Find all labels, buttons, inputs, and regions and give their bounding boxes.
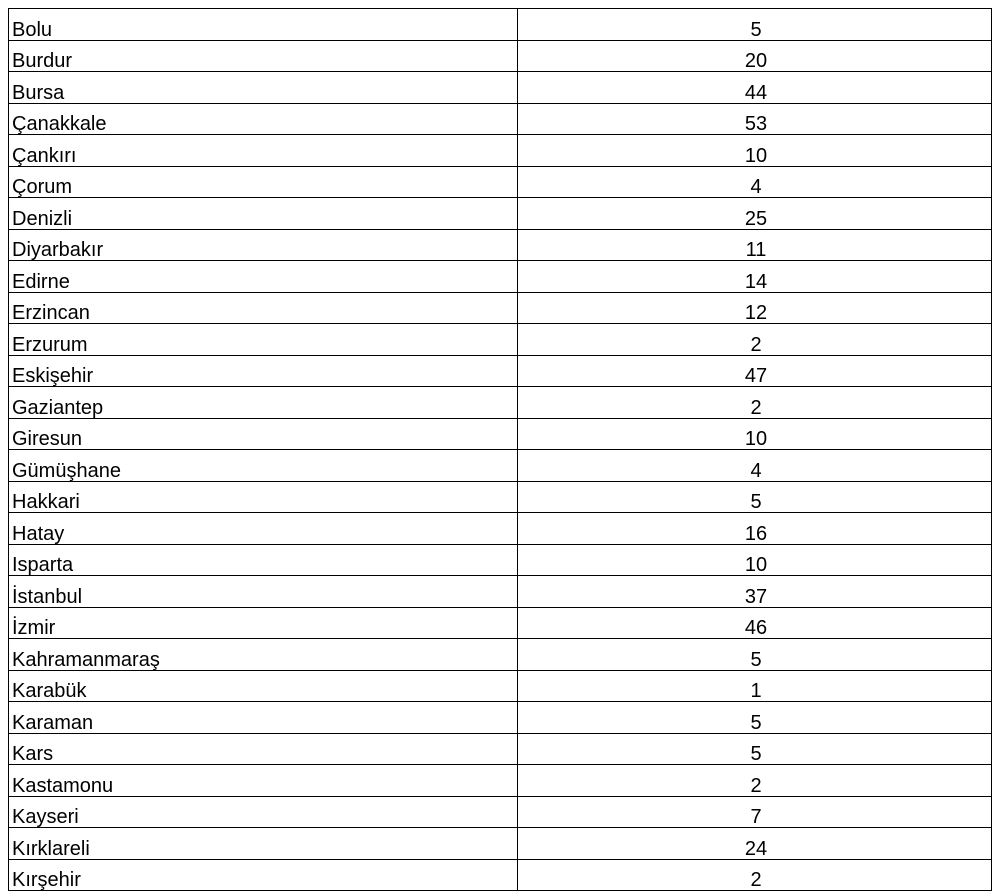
- province-name-cell: Denizli: [9, 198, 518, 230]
- province-value-cell: 7: [518, 796, 992, 828]
- table-row: [9, 481, 992, 513]
- table-row: [9, 40, 992, 72]
- province-name-cell: Bolu: [9, 9, 518, 41]
- province-name-cell: Kırklareli: [9, 828, 518, 860]
- province-name-cell: Karabük: [9, 670, 518, 702]
- province-value-cell: 10: [518, 418, 992, 450]
- province-name-cell: Giresun: [9, 418, 518, 450]
- table-row: [9, 103, 992, 135]
- table-row: [9, 135, 992, 167]
- province-value-cell: 46: [518, 607, 992, 639]
- province-name-cell: Hakkari: [9, 481, 518, 513]
- province-value-cell: 5: [518, 733, 992, 765]
- table-row: [9, 513, 992, 545]
- table-row: [9, 670, 992, 702]
- table-row: [9, 261, 992, 293]
- province-name-cell: Diyarbakır: [9, 229, 518, 261]
- province-value-cell: 1: [518, 670, 992, 702]
- province-value-cell: 11: [518, 229, 992, 261]
- province-name-cell: Burdur: [9, 40, 518, 72]
- province-value-cell: 4: [518, 450, 992, 482]
- table-row: [9, 198, 992, 230]
- province-value-cell: 2: [518, 765, 992, 797]
- province-name-cell: İzmir: [9, 607, 518, 639]
- province-name-cell: Hatay: [9, 513, 518, 545]
- table-row: [9, 166, 992, 198]
- table-row: [9, 828, 992, 860]
- province-name-cell: Bursa: [9, 72, 518, 104]
- province-value-cell: 2: [518, 324, 992, 356]
- table-row: [9, 355, 992, 387]
- province-name-cell: Gümüşhane: [9, 450, 518, 482]
- province-value-cell: 47: [518, 355, 992, 387]
- table-row: [9, 607, 992, 639]
- table-row: [9, 9, 992, 41]
- province-value-cell: 4: [518, 166, 992, 198]
- province-name-cell: Çanakkale: [9, 103, 518, 135]
- province-value-cell: 14: [518, 261, 992, 293]
- province-name-cell: Eskişehir: [9, 355, 518, 387]
- province-name-cell: Kayseri: [9, 796, 518, 828]
- province-name-cell: Gaziantep: [9, 387, 518, 419]
- table-row: [9, 387, 992, 419]
- table-row: [9, 324, 992, 356]
- province-name-cell: Kastamonu: [9, 765, 518, 797]
- province-value-cell: 5: [518, 481, 992, 513]
- province-value-cell: 5: [518, 639, 992, 671]
- province-name-cell: Erzurum: [9, 324, 518, 356]
- province-value-cell: 53: [518, 103, 992, 135]
- table-row: [9, 576, 992, 608]
- province-value-cell: 16: [518, 513, 992, 545]
- province-name-cell: İstanbul: [9, 576, 518, 608]
- table-row: [9, 450, 992, 482]
- province-value-cell: 12: [518, 292, 992, 324]
- province-value-cell: 37: [518, 576, 992, 608]
- province-value-cell: 5: [518, 9, 992, 41]
- table-row: [9, 229, 992, 261]
- table-row: [9, 765, 992, 797]
- province-table: [8, 8, 992, 891]
- table-row: [9, 702, 992, 734]
- table-row: [9, 292, 992, 324]
- province-name-cell: Edirne: [9, 261, 518, 293]
- table-row: [9, 859, 992, 891]
- province-value-cell: 2: [518, 859, 992, 891]
- province-value-cell: 25: [518, 198, 992, 230]
- province-value-cell: 44: [518, 72, 992, 104]
- province-value-cell: 20: [518, 40, 992, 72]
- province-name-cell: Isparta: [9, 544, 518, 576]
- province-name-cell: Kahramanmaraş: [9, 639, 518, 671]
- province-value-cell: 5: [518, 702, 992, 734]
- table-row: [9, 544, 992, 576]
- province-value-cell: 2: [518, 387, 992, 419]
- province-name-cell: Çorum: [9, 166, 518, 198]
- table-row: [9, 72, 992, 104]
- province-name-cell: Kars: [9, 733, 518, 765]
- province-name-cell: Çankırı: [9, 135, 518, 167]
- province-value-cell: 24: [518, 828, 992, 860]
- table-row: [9, 733, 992, 765]
- province-name-cell: Karaman: [9, 702, 518, 734]
- province-table-body: [9, 9, 992, 891]
- province-name-cell: Erzincan: [9, 292, 518, 324]
- province-value-cell: 10: [518, 135, 992, 167]
- province-value-cell: 10: [518, 544, 992, 576]
- table-row: [9, 418, 992, 450]
- table-row: [9, 796, 992, 828]
- province-name-cell: Kırşehir: [9, 859, 518, 891]
- table-row: [9, 639, 992, 671]
